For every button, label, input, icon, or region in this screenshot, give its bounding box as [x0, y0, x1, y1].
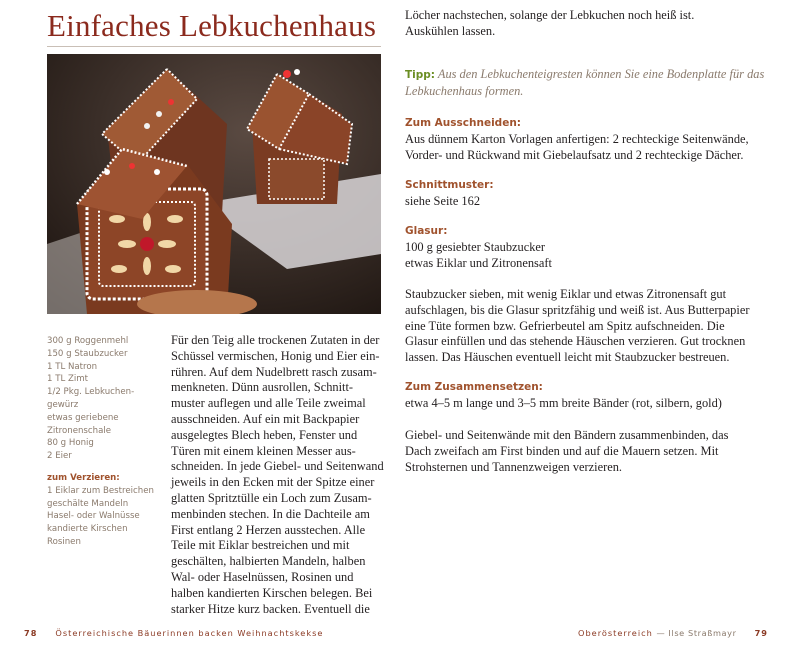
text-line: menkneten. Dünn ausrollen, Schnitt- [171, 380, 354, 395]
pattern-heading: Schnittmuster: [405, 179, 494, 191]
section-cut [405, 116, 765, 163]
instructions-text [171, 333, 385, 617]
text-line: schneiden. In jede Giebel- und Seitenwand [171, 459, 384, 474]
ingredient-list [47, 335, 162, 549]
text-line: Vorder- und Rückwand mit Giebelaufsatz und 2 rechteckige Dächer. [405, 147, 744, 162]
text-line: glatten Spritztülle ein Loch zum Zusam- [171, 490, 372, 505]
text-line: Wal- oder Haselnüssen, Rosinen und [171, 569, 354, 584]
page-title: Einfaches Lebkuchenhaus [47, 8, 377, 43]
text-line: Staubzucker sieben, mit wenig Eiklar und etwas Zitronensaft gut [405, 287, 727, 301]
photo-gingerbread-houses [47, 54, 381, 314]
footer-region: Oberösterreich [578, 628, 653, 638]
text-line: First entlang 2 Herzen ausstechen. Alle [171, 522, 366, 537]
ingredient-item: 80 g Honig [47, 438, 94, 449]
pattern-text: siehe Seite 162 [405, 193, 481, 208]
assemble-text: etwa 4–5 m lange und 3–5 mm breite Bänder (rot, silbern, gold) [405, 395, 722, 410]
text-line: jeweils in den Ecken mit der Spitze einer [171, 475, 375, 490]
assemble-instructions [405, 428, 765, 475]
ingredient-item: gewürz [47, 399, 79, 410]
continuation-text [405, 8, 765, 40]
text-line: Strohsternen und Tannenzweigen verzieren. [405, 459, 623, 474]
ingredient-item: 150 g Staubzucker [47, 348, 128, 359]
section-glaze [405, 224, 765, 271]
text-line: 100 g gesiebter Staubzucker [405, 239, 546, 254]
text-line: etwas Eiklar und Zitronensaft [405, 255, 552, 270]
text-line: rühren. Auf dem Nudelbrett rasch zusam- [171, 364, 377, 379]
decoration-item: geschälte Mandeln [47, 498, 129, 509]
decoration-item: 1 Eiklar zum Bestreichen [47, 485, 154, 496]
tip-text: Lebkuchenhaus formen. [405, 83, 524, 98]
text-line: Giebel- und Seitenwände mit den Bändern zusammenbinden, das [405, 428, 729, 442]
text-line: Glasur einfüllen und das stehende Häuschen verzieren. Gut trocknen [405, 334, 746, 349]
text-line: halben kandierten Kirschen belegen. Bei [171, 585, 373, 600]
ingredient-item: 1 TL Natron [47, 361, 98, 372]
ingredient-item: Zitronenschale [47, 425, 112, 436]
footer-author: — Ilse Straßmayr [656, 628, 737, 638]
ingredient-item: 2 Eier [47, 451, 72, 462]
decoration-heading: zum Verzieren: [47, 472, 120, 483]
ingredient-item: 1/2 Pkg. Lebkuchen- [47, 387, 135, 398]
text-line: Schüssel vermischen, Honig und Eier ein- [171, 348, 380, 363]
tip-box [405, 67, 765, 100]
ingredient-item: 1 TL Zimt [47, 374, 88, 385]
ingredient-item: 300 g Roggenmehl [47, 336, 129, 346]
title-divider [47, 46, 381, 47]
text-line: ausgelegtes Blech heben, Fenster und [171, 427, 358, 442]
text-line: eine Tüte formen bzw. Gefrierbeutel am Spitz aufschneiden. Die [405, 318, 725, 333]
text-line: ausschneiden. Auf ein mit Backpapier [171, 411, 360, 426]
text-line: Auskühlen lassen. [405, 23, 496, 38]
tip-label: Tipp: [405, 69, 435, 81]
tip-text: Aus den Lebkuchenteigresten können Sie eine Bodenplatte für das [437, 67, 765, 81]
text-line: Teile mit Eiklar bestreichen und mit [171, 538, 350, 553]
text-line: Für den Teig alle trockenen Zutaten in der [171, 333, 380, 347]
text-line: muster auflegen und alle Teile zweimal [171, 396, 366, 411]
text-line: Aus dünnem Karton Vorlagen anfertigen: 2 rechteckige Seitenwände, [405, 131, 749, 146]
glaze-instructions [405, 287, 765, 366]
assemble-heading: Zum Zusammensetzen: [405, 381, 543, 393]
section-pattern [405, 178, 765, 210]
glaze-heading: Glasur: [405, 225, 448, 237]
text-line: menbinden stechen. In die Dachteile am [171, 506, 370, 521]
page-number-right: 79 [754, 628, 768, 638]
footer-left [24, 628, 323, 638]
text-line: lassen. Das Häuschen eventuell leicht mit Staubzucker bestreuen. [405, 350, 730, 365]
decoration-item: kandierte Kirschen [47, 524, 128, 535]
text-line: aufschlagen, bis die Glasur spritzfähig und weiß ist. Aus Butterpapier [405, 302, 750, 317]
ingredient-item: etwas geriebene [47, 412, 119, 423]
section-assemble [405, 380, 765, 412]
footer-right [578, 628, 768, 638]
text-line: geschälten, halbierten Mandeln, halben [171, 554, 366, 569]
book-title: Österreichische Bäuerinnen backen Weihnachtskekse [55, 628, 324, 638]
text-line: Türen mit einem kleinen Messer aus- [171, 443, 356, 458]
decoration-item: Hasel- oder Walnüsse [47, 511, 140, 522]
text-line: Löcher nachstechen, solange der Lebkuchen noch heiß ist. [405, 8, 695, 22]
text-line: starker Hitze kurz backen. Eventuell die [171, 601, 370, 616]
page-number-left: 78 [24, 628, 38, 638]
cut-heading: Zum Ausschneiden: [405, 117, 521, 129]
decoration-item: Rosinen [47, 536, 81, 547]
text-line: Dach zweifach am First binden und auf die Mauern setzen. Mit [405, 443, 719, 458]
